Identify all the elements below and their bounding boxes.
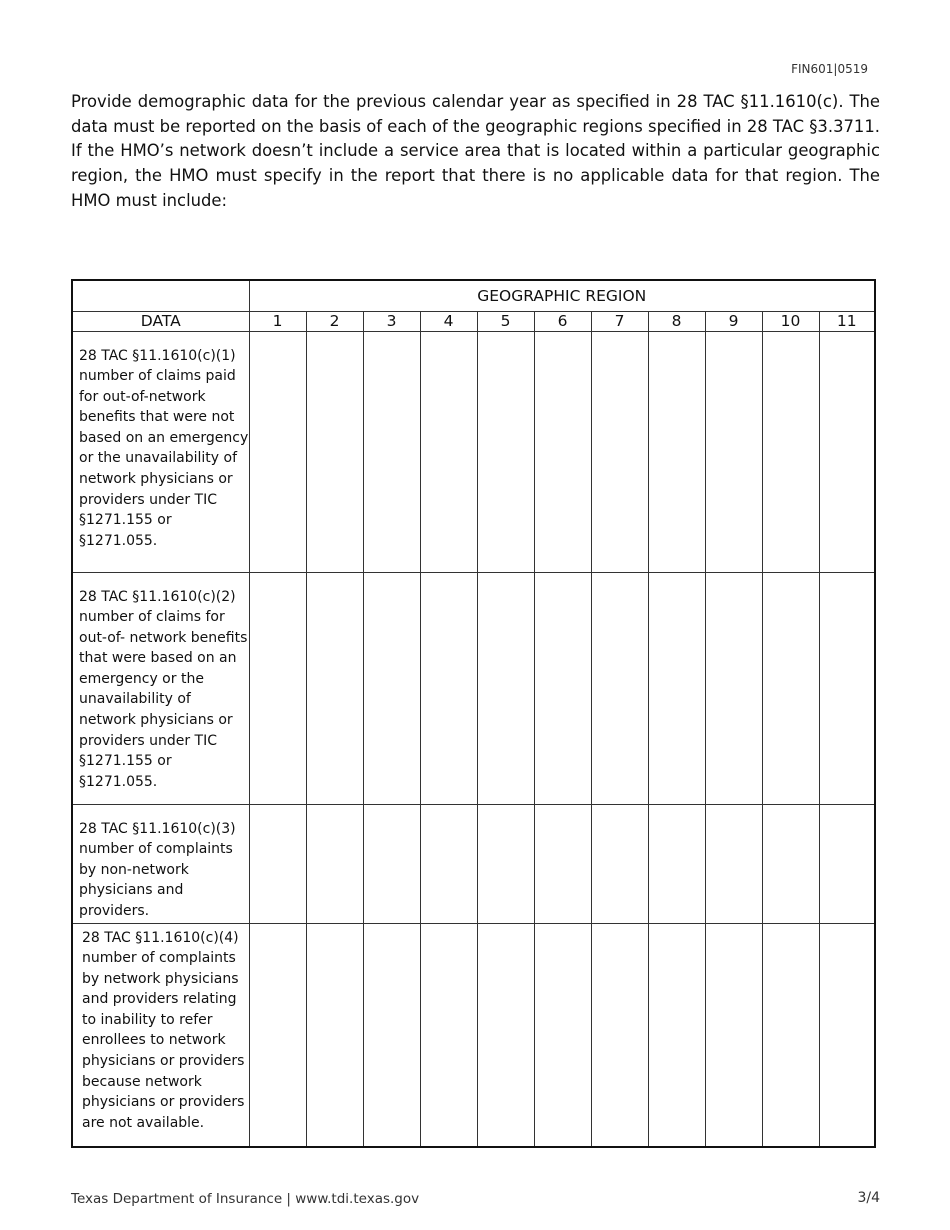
region-header-9: 9 <box>705 311 762 331</box>
region-header-1: 1 <box>249 311 306 331</box>
region-cell[interactable] <box>705 331 762 572</box>
region-cell[interactable] <box>420 804 477 923</box>
footer-agency: Texas Department of Insurance | www.tdi.texas.gov <box>71 1191 420 1207</box>
region-header-6: 6 <box>534 311 591 331</box>
region-cell[interactable] <box>363 923 420 1147</box>
region-cell[interactable] <box>705 804 762 923</box>
region-cell[interactable] <box>648 804 705 923</box>
region-cell[interactable] <box>591 572 648 804</box>
region-cell[interactable] <box>648 572 705 804</box>
region-header-2: 2 <box>306 311 363 331</box>
region-cell[interactable] <box>591 331 648 572</box>
region-cell[interactable] <box>705 572 762 804</box>
region-header-8: 8 <box>648 311 705 331</box>
region-cell[interactable] <box>591 923 648 1147</box>
region-header-3: 3 <box>363 311 420 331</box>
intro-paragraph: Provide demographic data for the previous calendar year as specified in 28 TAC §11.1610(c). The data must be reported on the basis of each of the geographic regions specified in 28 TAC §3.3711. If the HMO’s network doesn’t include a service area that is located within a particular geographic region, the HMO must specify in the report that there is no applicable data for that region. The HMO must include: <box>71 92 880 210</box>
region-cell[interactable] <box>705 923 762 1147</box>
region-cell[interactable] <box>819 331 875 572</box>
page-number: 3/4 <box>857 1190 880 1206</box>
form-code: FIN601|0519 <box>791 62 868 76</box>
region-header-11: 11 <box>819 311 875 331</box>
region-cell[interactable] <box>420 923 477 1147</box>
region-cell[interactable] <box>534 572 591 804</box>
data-label-c3: 28 TAC §11.1610(c)(3) number of complaints by non-network physicians and providers. <box>72 804 249 923</box>
data-column-header: DATA <box>72 311 249 331</box>
table-row <box>72 923 875 1147</box>
header-row-regions <box>72 311 875 331</box>
region-cell[interactable] <box>477 572 534 804</box>
region-cell[interactable] <box>363 331 420 572</box>
region-cell[interactable] <box>249 923 306 1147</box>
region-cell[interactable] <box>648 331 705 572</box>
data-label-c4: 28 TAC §11.1610(c)(4) number of complaints by network physicians and providers relating to inability to refer enrollees to network physicians or providers because network physicians or providers are not available. <box>72 923 249 1147</box>
region-cell[interactable] <box>819 923 875 1147</box>
region-cell[interactable] <box>648 923 705 1147</box>
region-cell[interactable] <box>420 331 477 572</box>
region-cell[interactable] <box>762 572 819 804</box>
region-cell[interactable] <box>819 804 875 923</box>
region-cell[interactable] <box>420 572 477 804</box>
table-row <box>72 331 875 572</box>
region-cell[interactable] <box>306 572 363 804</box>
region-cell[interactable] <box>477 923 534 1147</box>
region-cell[interactable] <box>306 923 363 1147</box>
region-cell[interactable] <box>249 804 306 923</box>
region-cell[interactable] <box>762 804 819 923</box>
data-label-c1: 28 TAC §11.1610(c)(1) number of claims paid for out-of-network benefits that were not based on an emergency or the unavailability of network physicians or providers under TIC §1271.155 or §1271.055. <box>72 331 249 572</box>
region-cell[interactable] <box>762 923 819 1147</box>
region-cell[interactable] <box>534 331 591 572</box>
region-cell[interactable] <box>249 331 306 572</box>
region-cell[interactable] <box>762 331 819 572</box>
table-row <box>72 572 875 804</box>
region-header-10: 10 <box>762 311 819 331</box>
table-row <box>72 804 875 923</box>
region-header-5: 5 <box>477 311 534 331</box>
header-row-geographic <box>72 280 875 311</box>
region-cell[interactable] <box>534 804 591 923</box>
region-cell[interactable] <box>306 331 363 572</box>
region-cell[interactable] <box>249 572 306 804</box>
region-cell[interactable] <box>363 804 420 923</box>
geographic-region-header: GEOGRAPHIC REGION <box>249 280 875 311</box>
region-cell[interactable] <box>477 804 534 923</box>
data-label-c2: 28 TAC §11.1610(c)(2) number of claims for out-of- network benefits that were based on an emergency or the unavailability of network physicians or providers under TIC §1271.155 or §1271.055. <box>72 572 249 804</box>
demographic-data-table <box>71 279 876 1148</box>
region-cell[interactable] <box>819 572 875 804</box>
region-cell[interactable] <box>591 804 648 923</box>
corner-cell <box>72 280 249 311</box>
region-cell[interactable] <box>534 923 591 1147</box>
region-cell[interactable] <box>306 804 363 923</box>
region-cell[interactable] <box>477 331 534 572</box>
region-header-7: 7 <box>591 311 648 331</box>
region-header-4: 4 <box>420 311 477 331</box>
region-cell[interactable] <box>363 572 420 804</box>
